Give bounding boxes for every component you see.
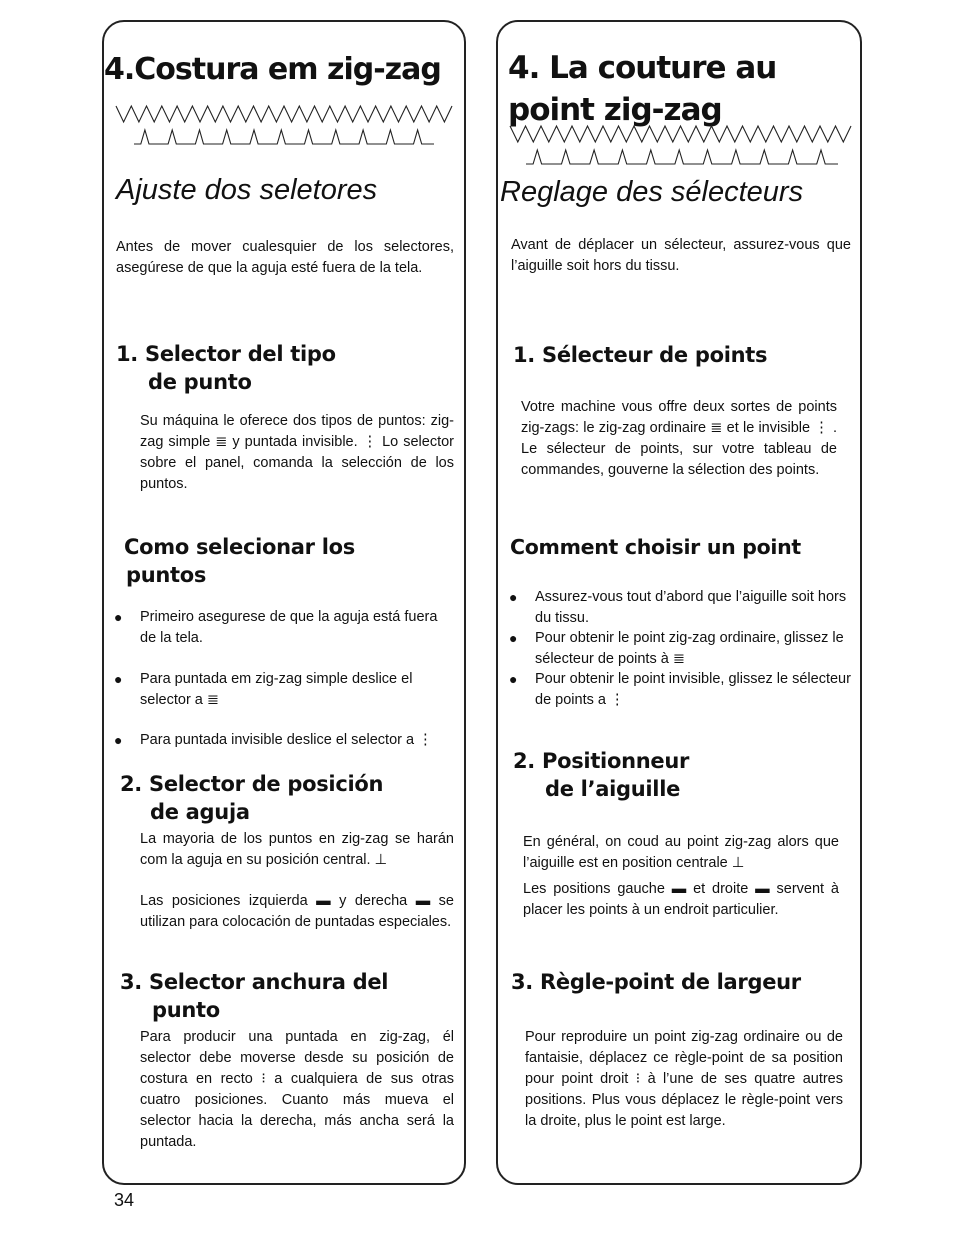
right-bullet-2: ● Pour obtenir le point zig-zag ordinaire, glissez le sélecteur de points à ≣ [509, 630, 844, 667]
bullet-dot-icon: ● [509, 671, 518, 687]
right-section1-text: Votre machine vous offre deux sortes de points zig-zags: le zig-zag ordinaire ≣ et le invisible ⋮ . Le sélecteur de points, sur votre tableau de commandes, gouverne la sélection des points. [521, 399, 837, 478]
right-title [508, 50, 776, 128]
left-howto-heading [124, 533, 355, 589]
bullet-dot-icon: ● [114, 609, 123, 625]
left-section1-heading-line2: de punto [148, 370, 252, 394]
right-bullet-3: ● Pour obtenir le point invisible, glissez le sélecteur de points a ⋮ [509, 671, 851, 708]
left-bullet-1: ● Primeiro asegurese de que la aguja está fuera de la tela. [114, 609, 438, 646]
left-section3-heading-line2: punto [152, 998, 220, 1022]
right-section1-heading: 1. Sélecteur de points [513, 343, 768, 367]
left-subtitle: Ajuste dos seletores [116, 174, 378, 206]
page-number: 34 [114, 1190, 135, 1210]
right-section2-text1: En général, on coud au point zig-zag alors que l’aiguille est en position centrale ⊥ [523, 834, 839, 871]
left-section3-heading [120, 968, 460, 1024]
right-section2-heading-line1: 2. Positionneur [513, 749, 690, 773]
right-subtitle: Reglage des sélecteurs [500, 176, 804, 208]
right-title-line1: 4. La couture au [508, 50, 777, 86]
right-howto-heading: Comment choisir un point [510, 535, 801, 559]
left-section2-text2: Las posiciones izquierda ▬ y derecha ▬ se utilizan para colocación de puntadas especiales. [140, 893, 454, 930]
right-section3-text: Pour reproduire un point zig-zag ordinaire ou de fantaisie, déplacez ce règle-point de sa position pour point droit ⁝ à l’une de ses quatre autres positions. Plus vous déplacez le règle-point vers la droite, plus le point est large. [525, 1029, 843, 1129]
bullet-dot-icon: ● [509, 630, 518, 646]
left-section1-heading [116, 340, 336, 396]
bullet-dot-icon: ● [114, 732, 123, 748]
right-bullet-1: ● Assurez-vous tout d’abord que l’aiguille soit hors du tissu. [509, 589, 847, 626]
left-section2-heading-line1: 2. Selector de posición [120, 772, 384, 796]
left-howto-heading-line2: puntos [126, 563, 207, 587]
left-section3-text: Para producir una puntada en zig-zag, él selector debe moverse desde su posición de costura en recto ⁝ a cualquiera de sus otras cuatro posiciones. Cuanto más mueva el selector hacia la derecha, más ancha será la puntada. [140, 1029, 454, 1150]
right-section3-heading: 3. Règle-point de largeur [511, 970, 801, 994]
right-title-line2: point zig-zag [508, 92, 722, 128]
left-howto-heading-line1: Como selecionar los [124, 535, 355, 559]
left-section3-heading-line1: 3. Selector anchura del [120, 970, 389, 994]
left-title: 4.Costura em zig-zag [104, 52, 441, 87]
left-section1-heading-line1: 1. Selector del tipo [116, 342, 336, 366]
left-section2-heading [120, 770, 383, 826]
right-zigzag-illustration [508, 122, 853, 172]
right-intro-text: Avant de déplacer un sélecteur, assurez-vous que l’aiguille soit hors du tissu. [511, 237, 851, 274]
right-section2-heading [513, 747, 689, 803]
right-section2-heading-line2: de l’aiguille [545, 777, 681, 801]
bullet-dot-icon: ● [509, 589, 518, 605]
left-section1-text: Su máquina le oferece dos tipos de puntos: zig-zag simple ≣ y puntada invisible. ⋮ Lo selector sobre el panel, comanda la selección de los puntos. [140, 413, 454, 492]
left-section2-text1: La mayoria de los puntos en zig-zag se harán com la aguja en su posición central. ⊥ [140, 831, 454, 868]
left-zigzag-illustration [114, 102, 454, 152]
left-bullet-3: ● Para puntada invisible deslice el selector a ⋮ [140, 730, 454, 751]
right-section2-text2: Les positions gauche ▬ et droite ▬ servent à placer les points à un endroit particulier. [523, 881, 839, 918]
left-bullet-2: ● Para puntada em zig-zag simple deslice el selector a ≣ [114, 671, 413, 708]
bullet-dot-icon: ● [114, 671, 123, 687]
left-section2-heading-line2: de aguja [150, 800, 250, 824]
left-intro-text: Antes de mover cualesquier de los selectores, asegúrese de que la aguja esté fuera de la tela. [116, 239, 454, 276]
